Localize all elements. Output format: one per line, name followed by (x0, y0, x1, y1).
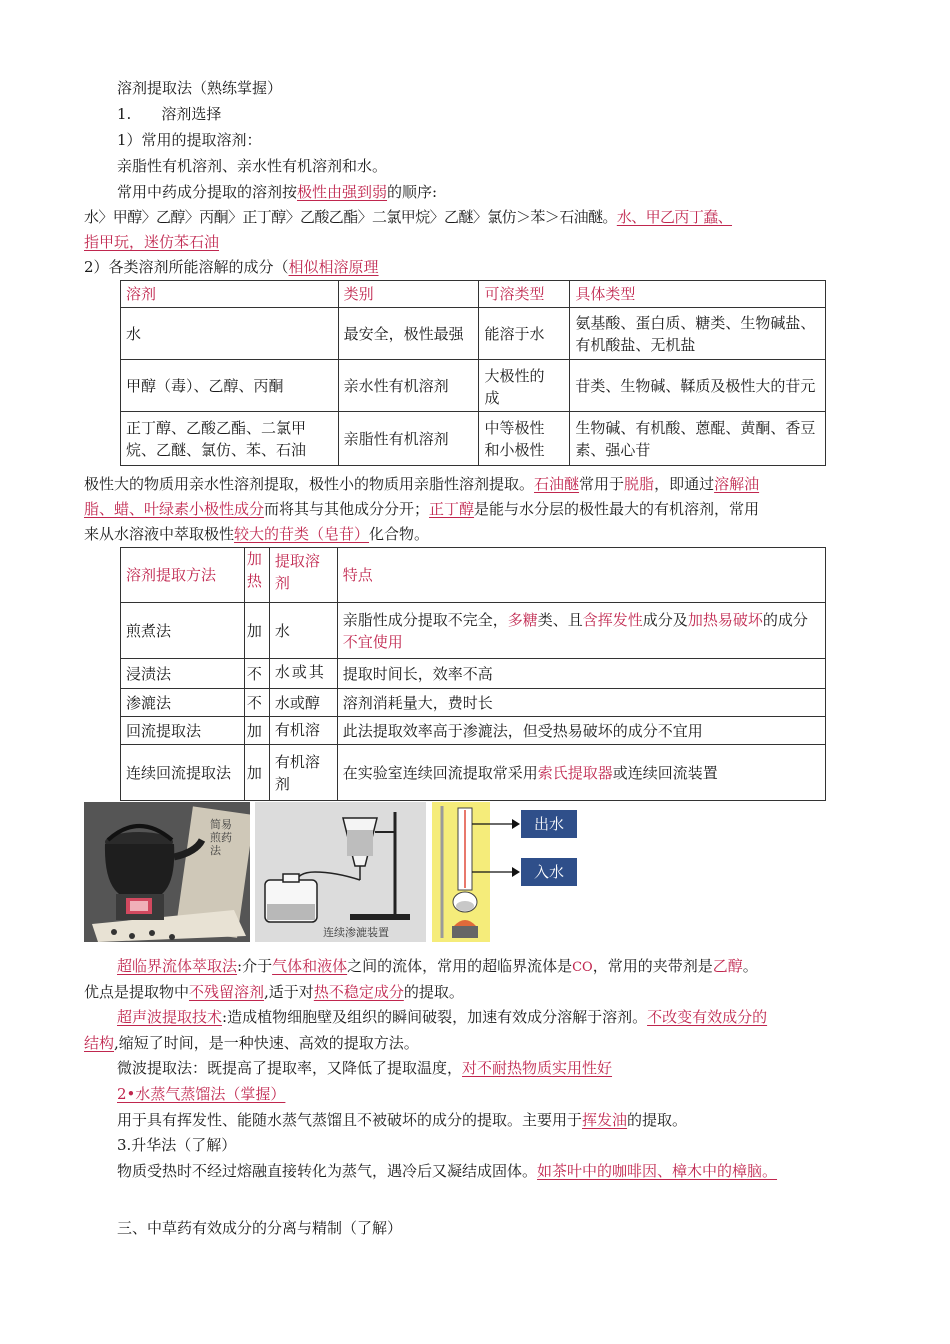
key-phrase: 挥发油 (582, 1111, 628, 1129)
table-cell: 加 (244, 745, 269, 801)
table-header-cell: 具体类型 (570, 281, 826, 308)
clipped-text: 提取溶剂 (274, 552, 320, 592)
text-span: 亲脂性成分提取不完全， (342, 610, 508, 629)
table-cell: 渗漉法 (121, 689, 245, 717)
key-phrase: 相似相溶原理 (288, 258, 379, 276)
table-cell: 有机溶剂 (269, 745, 337, 801)
clipped-text: 大极性的成 (484, 366, 545, 407)
table-header-cell (244, 548, 269, 603)
table-cell: 连续回流提取法 (121, 745, 245, 801)
percolation-apparatus-drawing (255, 802, 426, 942)
text-span: ，常用的夹带剂是 (592, 957, 713, 975)
table-cell: 水 (269, 603, 337, 659)
table-cell: 此法提取效率高于渗漉法，但受热易破坏的成分不宜用 (337, 717, 825, 745)
text-span: 。 (742, 957, 758, 975)
table-cell: 亲水性有机溶剂 (338, 360, 479, 412)
table-row (121, 308, 826, 360)
table-row (121, 717, 826, 745)
text-span: 来从水溶液中萃取极性 (84, 525, 235, 543)
polarity-order-intro (117, 181, 437, 203)
text-span: 物质受热时不经过熔融直接转化为蒸气，遇冷后又凝结成固体。 (117, 1162, 538, 1180)
water-out-label: 出水 (521, 810, 577, 838)
text-span: ,缩短了时间，是一种快速、高效的提取方法。 (114, 1034, 419, 1052)
text-span: 在实验室连续回流提取常采用 (342, 763, 538, 782)
text-span: 用于具有挥发性、能随水蒸气蒸馏且不被破坏的成分的提取。主要用于 (117, 1111, 583, 1129)
text-span: ，即通过 (654, 475, 715, 493)
cell-text: 中等极性和小极性 (484, 418, 545, 459)
table-cell: 溶剂消耗量大，费时长 (337, 689, 825, 717)
solvent-table (120, 280, 826, 466)
mnemonic: 水、甲乙丙丁蠢、 (616, 208, 733, 226)
key-phrase: 不改变有效成分的 (647, 1008, 768, 1026)
key-phrase: 不残留溶剂 (189, 983, 265, 1001)
section-3-heading: 三、中草药有效成分的分离与精制（了解） (117, 1219, 403, 1237)
text-span: 优点是提取物中 (84, 983, 190, 1001)
key-phrase: 乙醇 (712, 957, 743, 975)
key-phrase: 多糖 (507, 610, 538, 629)
text-span: 常用于 (579, 475, 625, 493)
table-cell: 煎煮法 (121, 603, 245, 659)
key-phrase: 溶解油 (714, 475, 760, 493)
text-span: 常用中药成分提取的溶剂按 (117, 183, 298, 201)
text-span: 的提取。 (627, 1111, 688, 1129)
ultrasonic-line-2 (84, 1032, 419, 1054)
table-cell: 提取时间长，效率不高 (337, 659, 825, 689)
table-cell: 加 (244, 603, 269, 659)
key-phrase: 较大的苷类（皂苷） (234, 525, 370, 543)
ultrasonic-line-1 (117, 1006, 767, 1028)
table-header-cell: 溶剂提取方法 (121, 548, 245, 603)
table-row (121, 412, 826, 466)
key-phrase: 索氏提取器 (537, 763, 613, 782)
clipped-text: 正丁醇、乙酸乙酯、二氯甲烷、乙醚、氯仿、苯、石油 (126, 418, 307, 459)
text-span: :造成植物细胞壁及组织的瞬间破裂，加速有效成分溶解于溶剂。 (222, 1008, 648, 1026)
table-cell: 水或醇 (269, 689, 337, 717)
table-cell: 生物碱、有机酸、蒽醌、黄酮、香豆素、强心苷 (570, 412, 826, 466)
table-header-row (121, 548, 826, 603)
table-cell (269, 659, 337, 689)
sublimation-desc (117, 1160, 777, 1182)
microwave-line (117, 1057, 612, 1079)
table-cell (479, 360, 570, 412)
table-header-cell: 可溶类型 (479, 281, 570, 308)
sub-heading-2 (84, 256, 379, 278)
key-phrase: 石油醚 (534, 475, 580, 493)
table-cell: 甲醇（毒）、乙醇、丙酮 (121, 360, 339, 412)
key-phrase: 含挥发性 (582, 610, 643, 629)
table-cell: 回流提取法 (121, 717, 245, 745)
polarity-paragraph-line-3 (84, 523, 429, 545)
table-cell: 氨基酸、蛋白质、糖类、生物碱盐、有机酸盐、无机盐 (570, 308, 826, 360)
text-span: ,适于对 (264, 983, 314, 1001)
table-header-cell: 类别 (338, 281, 479, 308)
table-cell (337, 745, 825, 801)
key-phrase: CO (572, 960, 593, 975)
table-cell: 浸渍法 (121, 659, 245, 689)
table-header-row (121, 281, 826, 308)
table-cell: 不 (244, 659, 269, 689)
polarity-paragraph-line-1 (84, 473, 759, 495)
clipped-text: 水或其 (274, 663, 326, 681)
text-span: 2）各类溶剂所能溶解的成分（ (84, 258, 289, 276)
table-cell: 最安全，极性最强 (338, 308, 479, 360)
solvent-categories: 亲脂性有机溶剂、亲水性有机溶剂和水。 (117, 157, 388, 175)
key-phrase: 加热易破坏 (687, 610, 763, 629)
text-span: 是能与水分层的极性最大的有机溶剂，常用 (474, 500, 760, 518)
key-phrase: 如茶叶中的咖啡因、樟木中的樟脑。 (537, 1162, 778, 1180)
figure-caption: 连续渗漉装置 (323, 926, 389, 939)
table-cell: 水 (121, 308, 339, 360)
text-span: 成分及 (642, 610, 688, 629)
text-span: 化合物。 (369, 525, 430, 543)
text-span: 之间的流体，常用的超临界流体是 (347, 957, 573, 975)
table-cell: 不 (244, 689, 269, 717)
key-phrase: 对不耐热物质实用性好 (462, 1059, 613, 1077)
key-phrase: 热不稳定成分 (313, 983, 404, 1001)
table-row (121, 689, 826, 717)
table-cell: 亲脂性有机溶剂 (338, 412, 479, 466)
item-1-text: 溶剂选择 (161, 105, 222, 123)
table-cell (269, 717, 337, 745)
table-header-cell: 特点 (337, 548, 825, 603)
polarity-paragraph-line-2 (84, 498, 759, 520)
key-phrase: 极性由强到弱 (297, 183, 388, 201)
table-row (121, 360, 826, 412)
table-row (121, 603, 826, 659)
key-phrase: 脱脂 (624, 475, 655, 493)
table-header-cell (269, 548, 337, 603)
table-cell (479, 412, 570, 466)
reflux-condenser-figure (432, 802, 584, 942)
text-span: 的顺序: (387, 183, 438, 201)
steam-distillation-heading: 2•水蒸气蒸馏法（掌握） (117, 1085, 286, 1103)
clipped-text: 加热 (246, 550, 262, 590)
item-1-number: 1. (117, 105, 132, 123)
text-span: 微波提取法：既提高了提取率，又降低了提取温度， (117, 1059, 463, 1077)
table-row (121, 745, 826, 801)
key-phrase: 脂、蜡、叶绿素小极性成分 (84, 500, 265, 518)
steam-distillation-desc (117, 1109, 687, 1131)
extraction-methods-table (120, 547, 826, 801)
mnemonic: 指甲玩，迷仿苯石油 (84, 233, 220, 251)
text-span: :介于 (237, 957, 273, 975)
supercritical-line-2 (84, 981, 464, 1003)
section-title: 溶剂提取法（熟练掌握） (117, 79, 283, 97)
key-phrase: 超声波提取技术 (117, 1008, 223, 1026)
solvent-series: 水〉甲醇〉乙醇〉丙酮〉正丁醇〉乙酸乙酯〉二氯甲烷〉乙醚〉氯仿＞苯＞石油醚。 (84, 208, 617, 226)
key-phrase: 结构 (84, 1034, 115, 1052)
table-cell (121, 412, 339, 466)
water-in-label: 入水 (521, 858, 577, 886)
supercritical-line-1 (117, 955, 758, 979)
percolation-apparatus-figure (255, 802, 426, 942)
table-cell: 加 (244, 717, 269, 745)
item-1 (117, 103, 221, 125)
text-span: 而将其与其他成分分开； (264, 500, 430, 518)
mnemonic-line (84, 231, 219, 253)
table-cell (337, 603, 825, 659)
sub-heading-1: 1）常用的提取溶剂： (117, 131, 262, 149)
table-cell: 能溶于水 (479, 308, 570, 360)
key-phrase: 不宜使用 (342, 632, 403, 651)
key-phrase: 气体和液体 (272, 957, 348, 975)
illustration-caption: 简易煎药法 (210, 818, 232, 857)
table-cell: 苷类、生物碱、鞣质及极性大的苷元 (570, 360, 826, 412)
text-span: 类、且 (537, 610, 583, 629)
table-row (121, 659, 826, 689)
text-span: 或连续回流装置 (612, 763, 718, 782)
key-phrase: 超临界流体萃取法 (117, 957, 238, 975)
text-span: 的成分 (762, 610, 808, 629)
sublimation-heading: 3.升华法（了解） (117, 1136, 237, 1154)
key-phrase: 正丁醇 (429, 500, 475, 518)
text-span: 极性大的物质用亲水性溶剂提取，极性小的物质用亲脂性溶剂提取。 (84, 475, 535, 493)
polarity-series (84, 206, 732, 228)
decoction-illustration (84, 802, 250, 942)
text-span: 的提取。 (403, 983, 464, 1001)
clipped-text: 有机溶 (274, 721, 320, 739)
table-header-cell: 溶剂 (121, 281, 339, 308)
